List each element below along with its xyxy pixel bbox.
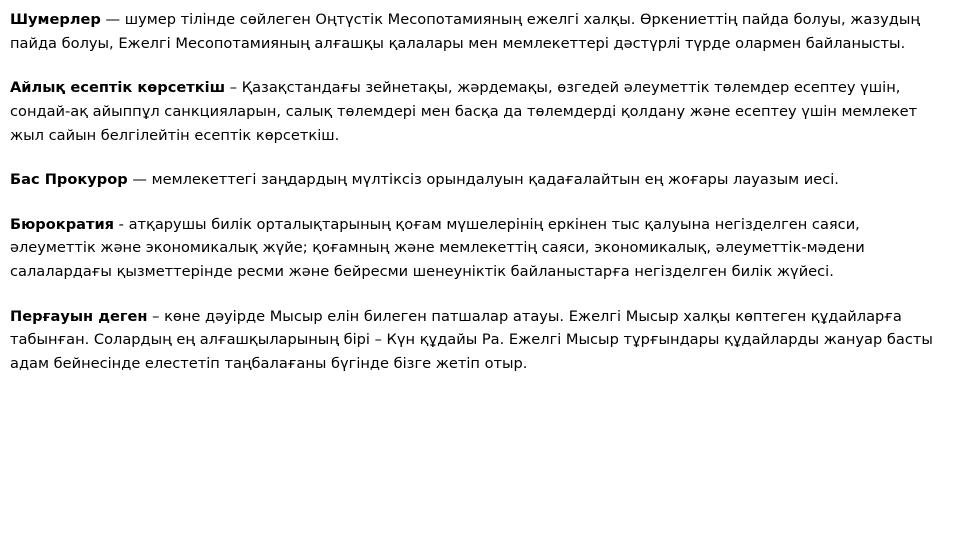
glossary-definition: атқарушы билік орталықтарының қоғам мүшелерінің еркінен тыс қалуына негізделген саяси, әлеуметтік және экономикалық жүйе; қоғамның және мемлекеттің саяси, экономикалық, әлеуметтік-мәдени салалардағы қызметтерінде ресми және бейресми шенеуніктік байланыстарға негізделген билік жүйесі. (10, 215, 865, 281)
glossary-entry (10, 8, 950, 55)
glossary-separator: – (147, 307, 165, 325)
glossary-term: Бюрократия (10, 215, 115, 233)
glossary-entry (10, 76, 950, 147)
glossary-term: Айлық есептік көрсеткіш (10, 79, 226, 97)
glossary-separator: — (127, 171, 152, 189)
glossary-definition: Қазақстандағы зейнетақы, жәрдемақы, өзгедей әлеуметтік төлемдер есептеу үшін, сондай-ақ айыппұл санкцияларын, салық төлемдері мен басқа да төлемдерді қолдану және есептеу үшін мемлекет жыл сайын белгілейтін есептік көрсеткіш. (10, 79, 918, 144)
glossary-definition: шумер тілінде сөйлеген Оңтүстік Месопотамияның ежелгі халқы. Өркениеттің пайда болуы, жазудың пайда болуы, Ежелгі Месопотамияның алғашқы қалалары мен мемлекеттері дәстүрлі түрде олармен байланысты. (10, 11, 921, 52)
glossary-separator: - (114, 215, 129, 233)
glossary-entry (10, 305, 950, 376)
glossary-entry (10, 213, 950, 284)
glossary-definition: көне дәуірде Мысыр елін билеген патшалар атауы. Ежелгі Мысыр халқы көптеген құдайларға табынған. Солардың ең алғашқыларының бірі – Күн құдайы Ра. Ежелгі Мысыр тұрғындары құдайларды жануар басты адам бейнесінде елестетіп таңбалағаны бүгінде бізге жетіп отыр. (10, 307, 933, 373)
glossary-entry (10, 168, 950, 192)
glossary-term: Перғауын деген (10, 307, 148, 325)
glossary-separator: – (225, 79, 242, 97)
glossary-term: Шумерлер (10, 11, 101, 28)
glossary-term: Бас Прокурор (10, 171, 128, 189)
glossary-definition: мемлекеттегі заңдардың мүлтіксіз орындалуын қадағалайтын ең жоғары лауазым иесі. (151, 171, 839, 189)
glossary-separator: — (100, 11, 125, 28)
